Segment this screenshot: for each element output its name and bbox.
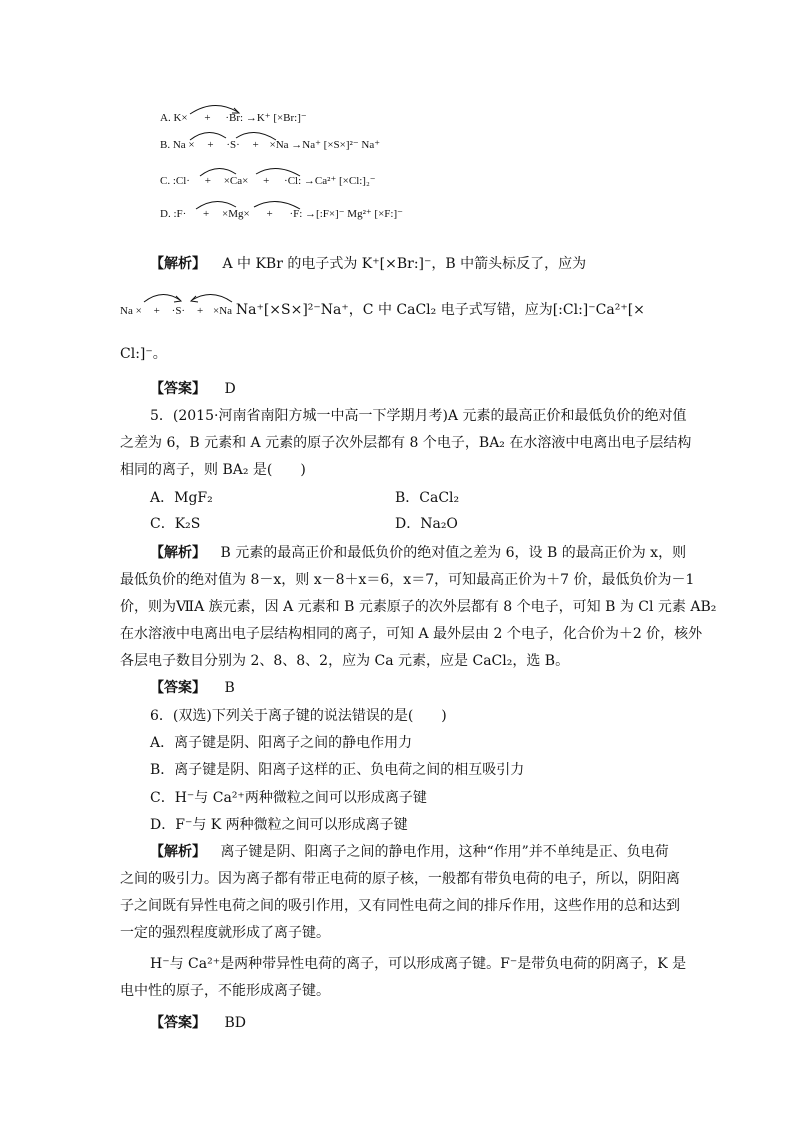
row-d-label: D.	[160, 208, 171, 220]
analysis-tag: 【解析】	[150, 545, 206, 561]
q6-analysis-3: 子之间既有异性电荷之间的吸引作用，又有同性电荷之间的排斥作用，这些作用的总和达到	[120, 898, 680, 914]
row-a-rhs: →K⁺ [×Br:]⁻	[245, 112, 307, 124]
q5-option-d: D．Na₂O	[395, 516, 458, 532]
q5-option-c: C．K₂S	[150, 516, 201, 532]
line2-na2: ×Na	[212, 305, 233, 317]
q5-analysis-1	[150, 540, 686, 567]
q6-analysis-1	[150, 839, 669, 866]
q6-option-b: B．离子键是阴、阳离子这样的正、负电荷之间的相互吸引力	[150, 762, 525, 778]
answer-tag: 【答案】	[150, 1015, 206, 1031]
row-c-plus1: +	[204, 175, 211, 187]
q6-option-a: A．离子键是阴、阳离子之间的静电作用力	[150, 735, 413, 751]
q4-line2-arrows	[140, 288, 250, 304]
row-b-plus1: +	[207, 139, 214, 151]
row-c-ca: ×Ca×	[223, 175, 249, 187]
row-d-mg: ×Mg×	[222, 208, 250, 220]
q5-answer	[150, 675, 235, 702]
row-b-arrows	[186, 126, 286, 142]
q5-analysis-5: 各层电子数目分别为 2、8、8、2，应为 Ca 元素，应是 CaCl₂，选 B。	[120, 653, 570, 669]
q4-analysis-line1	[150, 251, 586, 278]
q5-analysis-2: 最低负价的绝对值为 8－x，则 x－8＋x＝6，x＝7，可知最高正价为＋7 价，最低负价为－1	[120, 572, 695, 588]
row-a-arrow	[186, 100, 246, 116]
q6-answer	[150, 1010, 246, 1037]
answer-tag: 【答案】	[150, 680, 206, 696]
line2-rhs: Na⁺[×S×]²⁻Na⁺，C 中 CaCl₂ 电子式写错，应为[:Cl:]⁻Ca²⁺[×	[235, 302, 645, 318]
row-b-plus2: +	[252, 139, 259, 151]
row-d-plus1: +	[203, 208, 210, 220]
q5-stem-2: 之差为 6，B 元素和 A 元素的原子次外层都有 8 个电子，BA₂ 在水溶液中电离出电子层结构	[120, 435, 692, 451]
q6-analysis-5: H⁻与 Ca²⁺是两种带异性电荷的离子，可以形成离子键。F⁻是带负电荷的阴离子，K 是	[150, 956, 687, 972]
answer-value: B	[224, 680, 235, 696]
analysis-tag: 【解析】	[150, 844, 206, 860]
row-d-f1: :F·	[173, 208, 187, 220]
row-a-plus: +	[204, 112, 211, 124]
q6-analysis-text: 离子键是阴、阳离子之间的静电作用，这种“作用”并不单纯是正、负电荷	[220, 844, 669, 860]
q5-option-b: B．CaCl₂	[395, 490, 460, 506]
row-d-f2: ·F:	[289, 208, 303, 220]
row-b-label: B.	[160, 139, 171, 151]
row-a-br: ·Br:	[225, 112, 244, 124]
answer-value: D	[224, 381, 236, 397]
q5-analysis-3: 价，则为ⅦA 族元素，因 A 元素和 B 元素原子的次外层都有 8 个电子，可知 B 为 Cl 元素 AB₂	[120, 599, 717, 615]
row-d-arrows	[192, 195, 307, 211]
q5-option-a: A．MgF₂	[150, 490, 213, 506]
row-d-rhs: →[:F×]⁻ Mg²⁺ [×F:]⁻	[305, 208, 403, 220]
q4-analysis-line3: Cl:]⁻。	[120, 346, 167, 362]
q6-stem: 6．(双选)下列关于离子键的说法错误的是( )	[150, 708, 447, 724]
row-c-cl1: :Cl·	[172, 175, 190, 187]
q5-stem-3: 相同的离子，则 BA₂ 是( )	[120, 462, 306, 478]
q6-analysis-2: 之间的吸引力。因为离子都有带正电荷的原子核，一般都有带负电荷的电子，所以，阴阳离	[120, 871, 680, 887]
line2-plus1: +	[153, 305, 160, 317]
q6-option-c: C．H⁻与 Ca²⁺两种微粒之间可以形成离子键	[150, 790, 427, 806]
row-b-rhs: →Na⁺ [×S×]²⁻ Na⁺	[291, 139, 381, 151]
row-a-k: K×	[173, 112, 188, 124]
q5-stem-1: 5．(2015·河南省南阳方城一中高一下学期月考)A 元素的最高正价和最低负价的绝对值	[150, 408, 687, 424]
analysis-tag: 【解析】	[150, 256, 206, 272]
row-b-na1: Na ×	[172, 139, 195, 151]
answer-value: BD	[224, 1015, 246, 1031]
line2-plus2: +	[196, 305, 204, 317]
q4-answer	[150, 376, 236, 403]
row-b-na2: ×Na	[269, 139, 289, 151]
row-b-s: ·S·	[226, 139, 240, 151]
row-c-arrows	[196, 162, 306, 178]
row-c-rhs: →Ca²⁺ [×Cl:]₂⁻	[303, 175, 376, 187]
row-c-plus2: +	[263, 175, 270, 187]
line2-na1: Na ×	[120, 305, 142, 317]
row-c-label: C.	[160, 175, 171, 187]
q5-analysis-4: 在水溶液中电离出电子层结构相同的离子，可知 A 最外层由 2 个电子，化合价为＋2 价，核外	[120, 626, 703, 642]
q6-analysis-4: 一定的强烈程度就形成了离子键。	[120, 925, 330, 941]
q6-analysis-6: 电中性的原子，不能形成离子键。	[120, 983, 330, 999]
row-d-plus2: +	[266, 208, 273, 220]
row-c-cl2: ·Cl:	[284, 175, 302, 187]
row-a-label: A.	[160, 112, 171, 124]
q4-analysis-text: A 中 KBr 的电子式为 K⁺[×Br:]⁻，B 中箭头标反了，应为	[222, 256, 587, 272]
answer-tag: 【答案】	[150, 381, 206, 397]
line2-s: ·S·	[171, 305, 186, 317]
q6-option-d: D．F⁻与 K 两种微粒之间可以形成离子键	[150, 817, 408, 833]
q5-analysis-text: B 元素的最高正价和最低负价的绝对值之差为 6，设 B 的最高正价为 x，则	[220, 545, 687, 561]
